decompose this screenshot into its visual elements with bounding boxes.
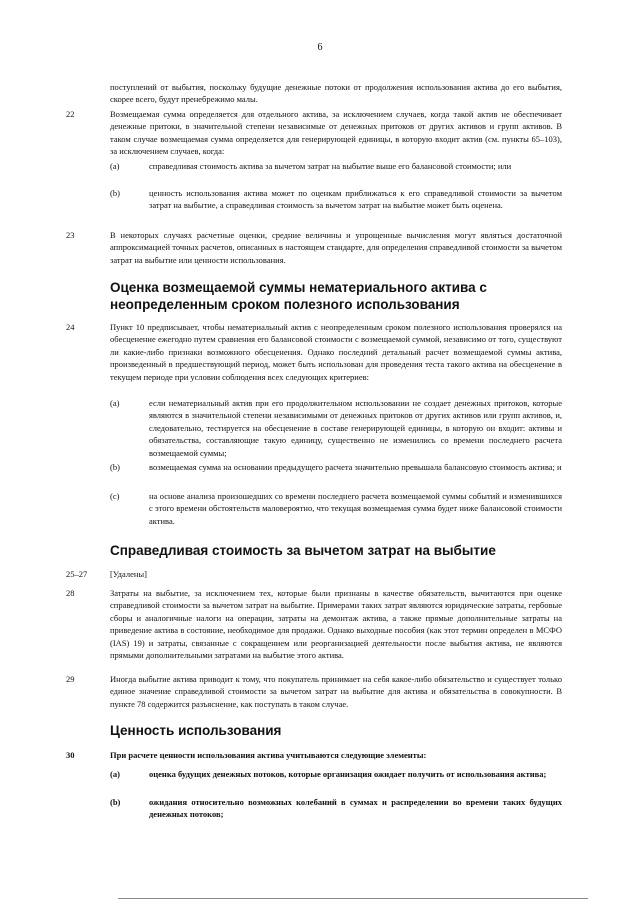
- section-heading-intangible: Оценка возмещаемой суммы нематериального актива с неопределенным сроком полезного использования: [110, 280, 487, 312]
- paragraph-24: Пункт 10 предписывает, чтобы нематериальный актив с неопределенным сроком полезного использования проверялся на обесценение ежегодно путем сравнения его балансовой стоимости с возмещаемой суммой, независимо от того, существуют ли какие-либо признаки возможного обесценения. Однако последний детальный расчет возмещаемой суммы актива, произведенный в предшествующий период, может быть использован для проведения теста такого актива на обесценение в текущем периоде при условии соблюдения всех следующих критериев:: [110, 322, 562, 382]
- section-heading-value-in-use: Ценность использования: [110, 723, 282, 738]
- paragraph-number-24: 24: [66, 322, 75, 332]
- paragraph-25-27: [Удалены]: [110, 569, 147, 579]
- paragraph-23: В некоторых случаях расчетные оценки, средние величины и упрощенные вычисления могут являться достаточной аппроксимацией точных расчетов, описанных в настоящем стандарте, для определения справедливой стоимости за вычетом затрат на выбытие или ценности использования.: [110, 230, 562, 265]
- item-30-a-label: (a): [110, 769, 120, 779]
- item-22-b-label: (b): [110, 188, 120, 198]
- paragraph-number-23: 23: [66, 230, 75, 240]
- item-22-a-label: (a): [110, 161, 120, 171]
- page-number: 6: [317, 42, 323, 53]
- item-24-a: если нематериальный актив при его продолжительном использовании не создает денежных притоков, которые являются в значительной степени независимыми от денежных притоков от других активов или групп активов, и, следовательно, тестируется на обесценение в составе генерирующей единицы, в которую он входит: активы и обязательства, составляющие такую единицу, существенно не изменились со времени последнего расчета возмещаемой суммы;: [149, 398, 562, 458]
- item-22-a: справедливая стоимость актива за вычетом затрат на выбытие выше его балансовой стоимости; или: [149, 161, 512, 171]
- paragraph-number-30: 30: [66, 750, 75, 760]
- item-24-c-label: (c): [110, 491, 120, 501]
- paragraph-number-25-27: 25–27: [66, 569, 88, 579]
- item-22-b: ценность использования актива может по оценкам приближаться к его справедливой стоимости за вычетом затрат на выбытие, а справедливая стоимость за вычетом затрат на выбытие может быть оценена.: [149, 188, 562, 211]
- item-24-b: возмещаемая сумма на основании предыдущего расчета значительно превышала балансовую стоимость актива; и: [149, 462, 562, 472]
- item-24-b-label: (b): [110, 462, 120, 472]
- item-30-b: ожидания относительно возможных колебаний в суммах и распределении во времени таких будущих денежных потоков;: [149, 797, 562, 820]
- item-24-a-label: (a): [110, 398, 120, 408]
- paragraph-number-22: 22: [66, 109, 75, 119]
- paragraph-30: При расчете ценности использования актива учитываются следующие элементы:: [110, 750, 427, 760]
- paragraph-number-28: 28: [66, 588, 75, 598]
- item-24-c: на основе анализа произошедших со времени последнего расчета возмещаемой суммы событий и изменившихся с этого времени обстоятельств маловероятно, что текущая возмещаемая сумма будет ниже балансовой стоимости актива.: [149, 491, 562, 526]
- paragraph-number-29: 29: [66, 674, 75, 684]
- paragraph-28: Затраты на выбытие, за исключением тех, которые были признаны в качестве обязательств, вычитаются при оценке справедливой стоимости за вычетом затрат на выбытие. Примерами таких затрат являются юридические затраты, гербовые сборы и аналогичные налоги на операции, затраты на демонтаж актива, а также прямые дополнительные затраты на приведение актива в состояние, необходимое для продажи. Однако выходные пособия (как этот термин определен в МСФО (IAS) 19) и затраты, связанные с сокращением или реорганизацией деятельности после выбытия актива, не являются прямыми дополнительными затратами на выбытие этого актива.: [110, 588, 562, 661]
- paragraph-22: Возмещаемая сумма определяется для отдельного актива, за исключением случаев, когда такой актив не обеспечивает денежные притоки, в значительной степени независимые от денежных притоков от других активов и групп активов. В таком случае возмещаемая сумма определяется для генерирующей единицы, в которую входит актив (см. пункты 65–103), за исключением случаев, когда:: [110, 109, 562, 157]
- bottom-scan-edge: [118, 898, 588, 899]
- item-30-b-label: (b): [110, 797, 121, 807]
- paragraph-29: Иногда выбытие актива приводит к тому, что покупатель принимает на себя какое-либо обязательство и существует только единое значение справедливой стоимости за вычетом затрат на выбытие для актива и обязательства в совокупности. В пункте 78 содержится разъяснение, как поступать в таком случае.: [110, 674, 562, 709]
- intro-paragraph: поступлений от выбытия, поскольку будущие денежные потоки от продолжения использования актива до его выбытия, скорее всего, будут пренебрежимо малы.: [110, 82, 562, 105]
- section-heading-fair-value: Справедливая стоимость за вычетом затрат на выбытие: [110, 543, 496, 558]
- item-30-a: оценка будущих денежных потоков, которые организация ожидает получить от использования актива;: [149, 769, 547, 779]
